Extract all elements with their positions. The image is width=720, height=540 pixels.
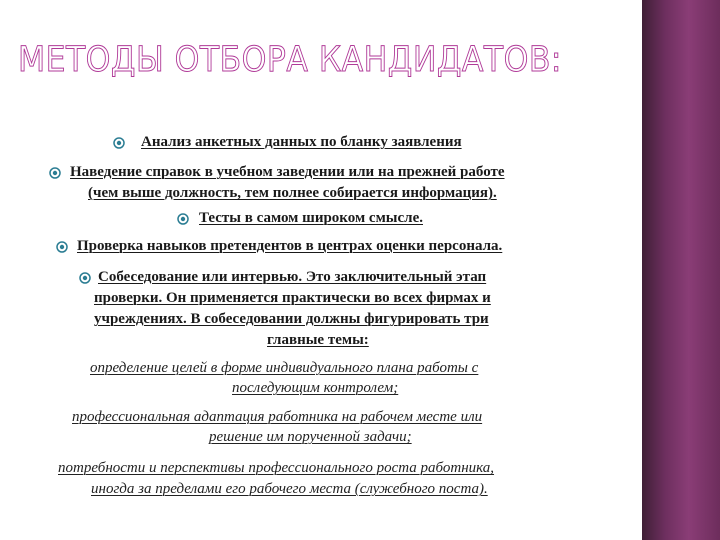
item-5-line-3: учреждениях. В собеседовании должны фигурировать три <box>94 311 489 327</box>
item-1-text: Анализ анкетных данных по бланку заявления <box>141 134 462 150</box>
bullet-icon <box>176 212 190 226</box>
item-2-line-1: Наведение справок в учебном заведении или на прежней работе <box>70 164 505 180</box>
circle-bullet-icon <box>79 272 91 284</box>
item-5-line-2: проверки. Он применяется практически во всех фирмах и <box>94 290 491 306</box>
bullet-icon <box>112 136 126 150</box>
topic-3-line-1: потребности и перспективы профессионального роста работника, <box>58 460 495 476</box>
bullet-icon <box>55 240 69 254</box>
sidebar-divider <box>637 0 638 540</box>
bullet-icon <box>48 166 62 180</box>
topic-2-line-2: решение им порученной задачи; <box>209 429 412 445</box>
bullet-icon <box>78 271 92 285</box>
item-5-line-1: Собеседование или интервью. Это заключительный этап <box>98 269 487 285</box>
topic-2-line-1: профессиональная адаптация работника на рабочем месте или <box>72 409 483 425</box>
topic-1-line-2: последующим контролем; <box>232 380 399 396</box>
topic-1-line-1: определение целей в форме индивидуального плана работы с <box>90 360 479 376</box>
item-5-line-4: главные темы: <box>267 332 369 348</box>
circle-bullet-icon <box>56 241 68 253</box>
circle-bullet-icon <box>49 167 61 179</box>
item-3-text: Тесты в самом широком смысле. <box>199 210 423 226</box>
slide-title: МЕТОДЫ ОТБОРА КАНДИДАТОВ: <box>18 40 562 80</box>
topic-3-line-2: иногда за пределами его рабочего места (служебного поста). <box>91 481 488 497</box>
circle-bullet-icon <box>113 137 125 149</box>
circle-bullet-icon <box>177 213 189 225</box>
item-2-line-2: (чем выше должность, тем полнее собирается информация). <box>88 185 497 201</box>
item-4-text: Проверка навыков претендентов в центрах оценки персонала. <box>77 238 503 254</box>
sidebar-decoration <box>642 0 720 540</box>
